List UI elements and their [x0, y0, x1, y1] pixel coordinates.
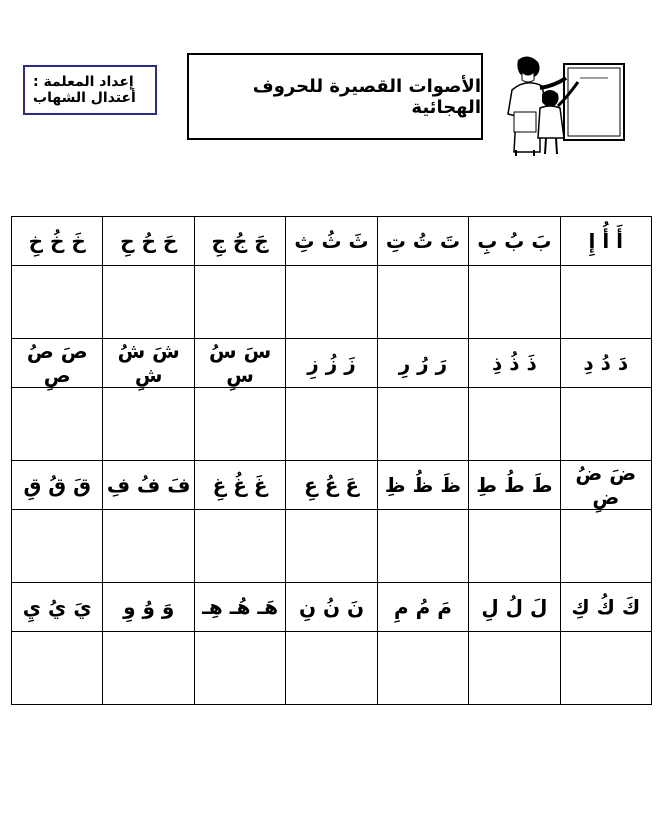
letter-cell: فَ فُ فِ: [103, 461, 194, 510]
letters-row: [12, 461, 652, 510]
writing-row: [12, 632, 652, 705]
writing-cell[interactable]: [286, 632, 377, 705]
letters-row: [12, 217, 652, 266]
writing-cell[interactable]: [286, 388, 377, 461]
writing-cell[interactable]: [377, 510, 468, 583]
writing-cell[interactable]: [560, 510, 651, 583]
writing-cell[interactable]: [377, 266, 468, 339]
letter-cell: دَ دُ دِ: [560, 339, 651, 388]
writing-cell[interactable]: [12, 632, 103, 705]
letter-cell: قَ قُ قِ: [12, 461, 103, 510]
letters-row: [12, 583, 652, 632]
letter-cell: ثَ ثُ ثِ: [286, 217, 377, 266]
letter-cell: نَ نُ نِ: [286, 583, 377, 632]
letter-cell: حَ حُ حِ: [103, 217, 194, 266]
letter-cell: عَ عُ عِ: [286, 461, 377, 510]
letter-cell: جَ جُ جِ: [194, 217, 285, 266]
writing-cell[interactable]: [469, 632, 560, 705]
letter-cell: بَ بُ بِ: [469, 217, 560, 266]
writing-cell[interactable]: [560, 632, 651, 705]
writing-cell[interactable]: [103, 266, 194, 339]
writing-cell[interactable]: [286, 510, 377, 583]
letters-row: [12, 339, 652, 388]
letter-cell: وَ وُ وِ: [103, 583, 194, 632]
writing-cell[interactable]: [560, 266, 651, 339]
writing-cell[interactable]: [469, 388, 560, 461]
worksheet-title: الأصوات القصيرة للحروف الهجائية: [252, 75, 481, 118]
letter-cell: صَ صُ صِ: [12, 339, 103, 388]
writing-cell[interactable]: [469, 510, 560, 583]
writing-cell[interactable]: [103, 388, 194, 461]
writing-cell[interactable]: [560, 388, 651, 461]
writing-cell[interactable]: [103, 510, 194, 583]
writing-cell[interactable]: [12, 266, 103, 339]
writing-cell[interactable]: [469, 266, 560, 339]
writing-row: [12, 510, 652, 583]
teacher-student-at-board-icon: [490, 50, 632, 156]
letter-cell: ظَ ظُ ظِ: [377, 461, 468, 510]
letter-cell: مَ مُ مِ: [377, 583, 468, 632]
writing-cell[interactable]: [194, 266, 285, 339]
writing-cell[interactable]: [377, 632, 468, 705]
letter-cell: تَ تُ تِ: [377, 217, 468, 266]
letter-cell: أَ أُ إِ: [560, 217, 651, 266]
letter-cell: شَ شُ شِ: [103, 339, 194, 388]
letter-cell: طَ طُ طِ: [469, 461, 560, 510]
letter-cell: خَ خُ خِ: [12, 217, 103, 266]
writing-cell[interactable]: [103, 632, 194, 705]
letter-cell: رَ رُ رِ: [377, 339, 468, 388]
letter-cell: يَ يُ يِ: [12, 583, 103, 632]
teacher-name: أعتدال الشهاب: [33, 90, 136, 106]
letter-cell: غَ غُ غِ: [194, 461, 285, 510]
teacher-name-box: [23, 65, 157, 115]
letter-cell: ذَ ذُ ذِ: [469, 339, 560, 388]
letters-grid: [11, 216, 652, 705]
letter-cell: زَ زُ زِ: [286, 339, 377, 388]
writing-cell[interactable]: [194, 510, 285, 583]
letter-cell: كَ كُ كِ: [560, 583, 651, 632]
teacher-label: إعداد المعلمة :: [33, 74, 134, 90]
letter-cell: ضَ ضُ ضِ: [560, 461, 651, 510]
worksheet-title-box: [187, 53, 483, 140]
writing-cell[interactable]: [194, 632, 285, 705]
letter-cell: هَـ هُـ هِـ: [194, 583, 285, 632]
writing-cell[interactable]: [12, 388, 103, 461]
writing-row: [12, 388, 652, 461]
writing-cell[interactable]: [286, 266, 377, 339]
writing-cell[interactable]: [377, 388, 468, 461]
writing-cell[interactable]: [12, 510, 103, 583]
letter-cell: لَ لُ لِ: [469, 583, 560, 632]
writing-cell[interactable]: [194, 388, 285, 461]
writing-row: [12, 266, 652, 339]
letter-cell: سَ سُ سِ: [194, 339, 285, 388]
